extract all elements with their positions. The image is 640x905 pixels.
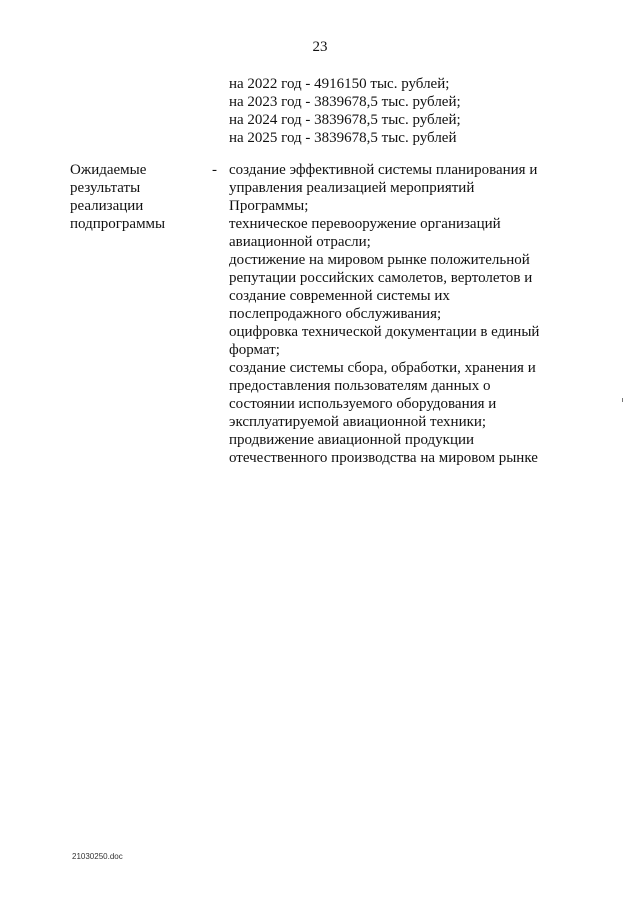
label-line: реализации (70, 198, 144, 214)
results-line: создание современной системы их (229, 288, 450, 304)
results-line: репутации российских самолетов, вертолетов и (229, 270, 533, 286)
results-line: отечественного производства на мировом рынке (229, 450, 538, 466)
label-line: результаты (70, 180, 141, 196)
results-line: авиационной отрасли; (229, 234, 371, 250)
results-line: послепродажного обслуживания; (229, 306, 442, 322)
results-line: эксплуатируемой авиационной техники; (229, 414, 487, 430)
scan-speck (622, 398, 623, 402)
funding-line: на 2024 год - 3839678,5 тыс. рублей; (229, 112, 461, 128)
funding-amounts (229, 75, 461, 147)
results-line: достижение на мировом рынке положительной (229, 252, 530, 268)
results-line: Программы; (229, 198, 309, 214)
page-number: 23 (312, 39, 328, 55)
results-line: оцифровка технической документации в единый (229, 324, 540, 340)
results-line: состоянии используемого оборудования и (229, 396, 497, 412)
results-line: техническое перевооружение организаций (229, 216, 501, 232)
results-line: создание эффективной системы планирования и (229, 162, 538, 178)
document-code: 21030250.doc (72, 852, 123, 861)
results-line: продвижение авиационной продукции (229, 432, 475, 448)
separator-dash: - (212, 162, 217, 178)
results-line: предоставления пользователям данных о (229, 378, 491, 394)
results-line: создание системы сбора, обработки, хранения и (229, 360, 536, 376)
funding-line: на 2023 год - 3839678,5 тыс. рублей; (229, 94, 461, 110)
results-line: управления реализацией мероприятий (229, 180, 475, 196)
expected-results-label (70, 161, 200, 233)
funding-line: на 2022 год - 4916150 тыс. рублей; (229, 76, 450, 92)
label-line: подпрограммы (70, 216, 166, 232)
expected-results-text (229, 161, 559, 467)
funding-line: на 2025 год - 3839678,5 тыс. рублей (229, 130, 457, 146)
results-line: формат; (229, 342, 280, 358)
label-line: Ожидаемые (70, 162, 147, 178)
